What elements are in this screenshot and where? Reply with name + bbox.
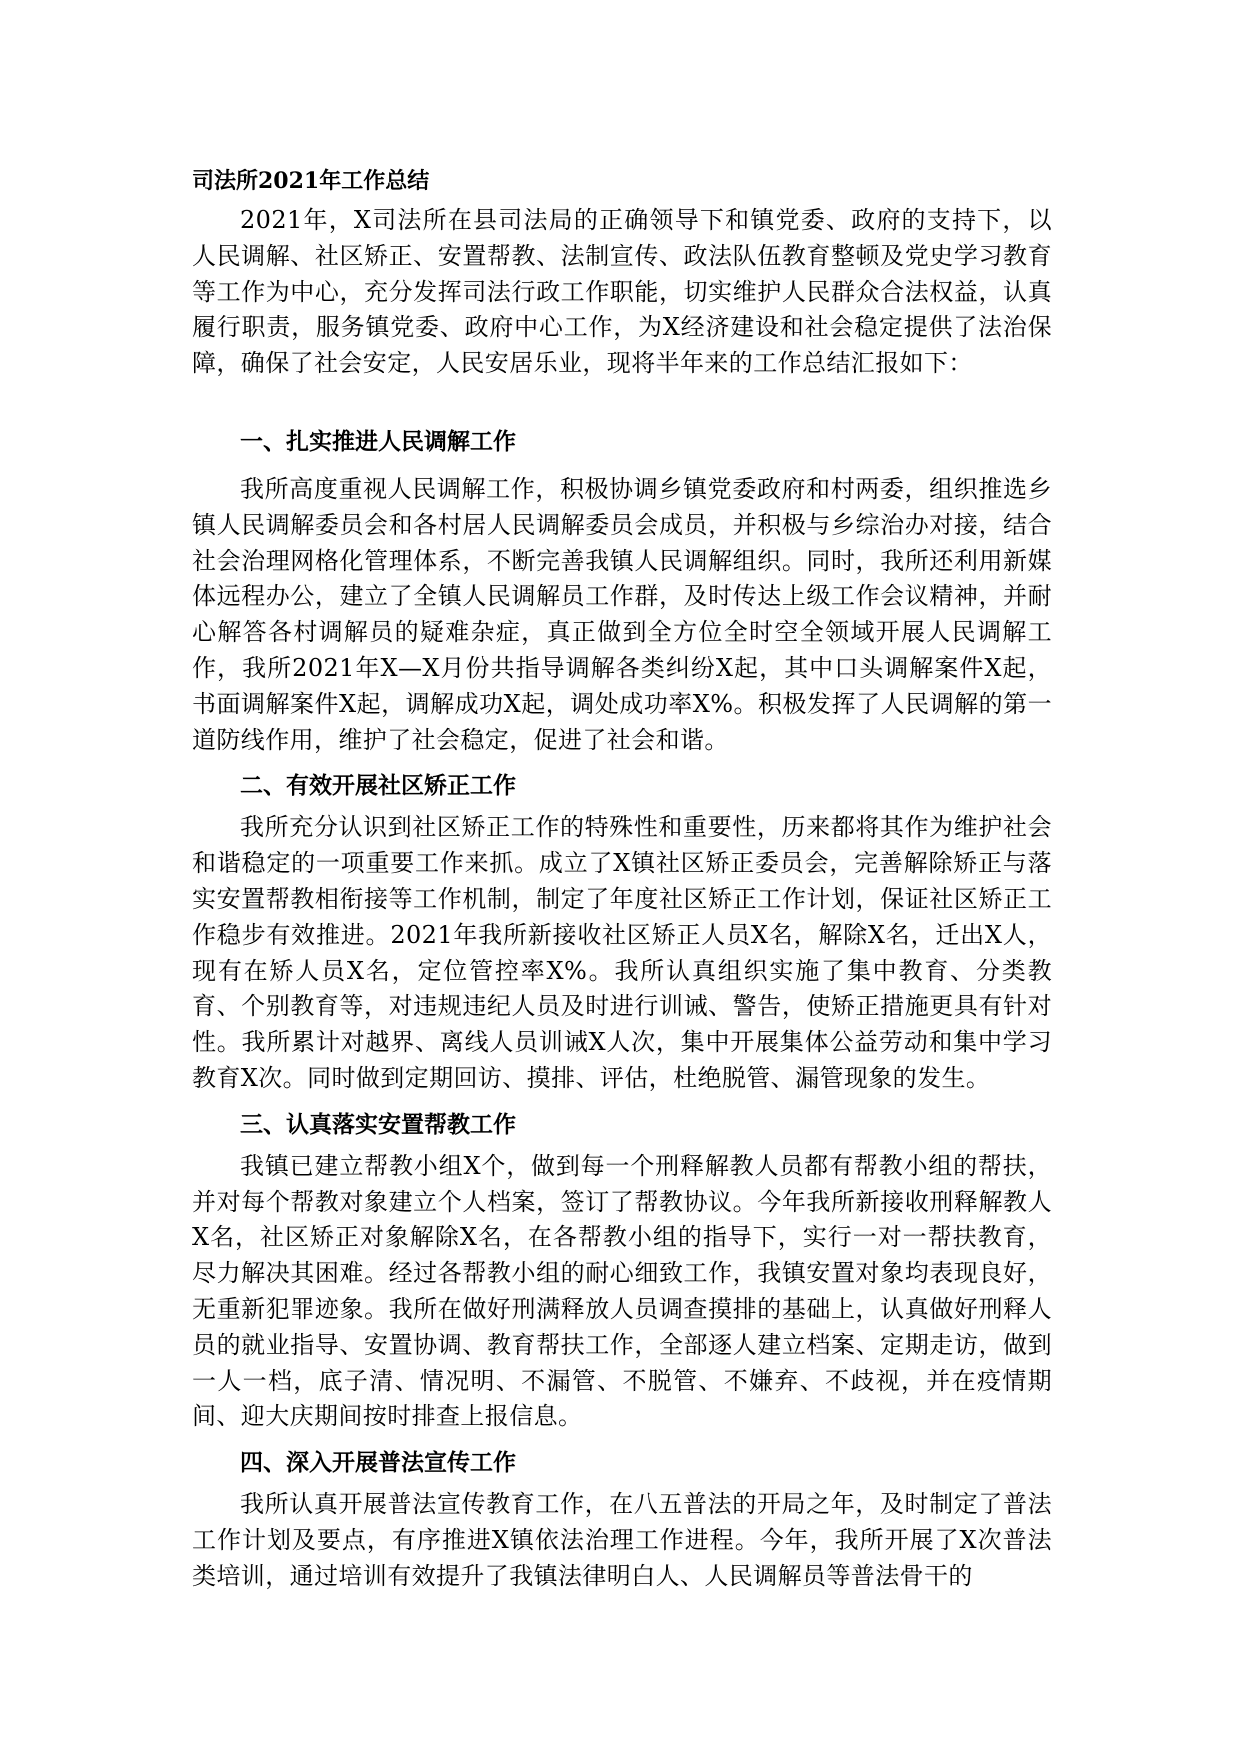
intro-paragraph: 2021年，X司法所在县司法局的正确领导下和镇党委、政府的支持下，以人民调解、社区矫正、安置帮教、法制宣传、政法队伍教育整顿及党史学习教育等工作为中心，充分发挥司法行政工作职能，切实维护人民群众合法权益，认真履行职责，服务镇党委、政府中心工作，为X经济建设和社会稳定提供了法治保障，确保了社会安定，人民安居乐业，现将半年来的工作总结汇报如下： xyxy=(192,206,1052,378)
section-legal-publicity xyxy=(192,1445,1052,1594)
section-body: 我所认真开展普法宣传教育工作，在八五普法的开局之年，及时制定了普法工作计划及要点，有序推进X镇依法治理工作进程。今年，我所开展了X次普法类培训，通过培训有效提升了我镇法律明白人、人民调解员等普法骨干的 xyxy=(192,1490,1052,1590)
section-heading: 一、扎实推进人民调解工作 xyxy=(240,427,516,455)
section-heading: 二、有效开展社区矫正工作 xyxy=(240,772,516,800)
section-community-correction xyxy=(192,768,1052,1096)
section-body: 我所充分认识到社区矫正工作的特殊性和重要性，历来都将其作为维护社会和谐稳定的一项重要工作来抓。成立了X镇社区矫正委员会，完善解除矫正与落实安置帮教相衔接等工作机制，制定了年度社区矫正工作计划，保证社区矫正工作稳步有效推进。2021年我所新接收社区矫正人员X名，解除X名，迁出X人，现有在矫人员X名，定位管控率X%。我所认真组织实施了集中教育、分类教育、个别教育等，对违规违纪人员及时进行训诫、警告，使矫正措施更具有针对性。我所累计对越界、离线人员训诫X人次，集中开展集体公益劳动和集中学习教育X次。同时做到定期回访、摸排、评估，杜绝脱管、漏管现象的发生。 xyxy=(192,813,1052,1092)
section-resettlement-assistance xyxy=(192,1107,1052,1435)
section-people-mediation xyxy=(192,424,1052,758)
section-heading: 三、认真落实安置帮教工作 xyxy=(240,1110,516,1138)
document-page xyxy=(192,163,1052,1605)
section-body: 我所高度重视人民调解工作，积极协调乡镇党委政府和村两委，组织推选乡镇人民调解委员会和各村居人民调解委员会成员，并积极与乡综治办对接，结合社会治理网格化管理体系，不断完善我镇人民调解组织。同时，我所还利用新媒体远程办公，建立了全镇人民调解员工作群，及时传达上级工作会议精神，并耐心解答各村调解员的疑难杂症，真正做到全方位全时空全领域开展人民调解工作，我所2021年X—X月份共指导调解各类纠纷X起，其中口头调解案件X起，书面调解案件X起，调解成功X起，调处成功率X%。积极发挥了人民调解的第一道防线作用，维护了社会稳定，促进了社会和谐。 xyxy=(192,474,1052,754)
document-title: 司法所2021年工作总结 xyxy=(192,168,430,194)
section-heading: 四、深入开展普法宣传工作 xyxy=(240,1449,516,1477)
section-body: 我镇已建立帮教小组X个，做到每一个刑释解教人员都有帮教小组的帮扶，并对每个帮教对象建立个人档案，签订了帮教协议。今年我所新接收刑释解教人X名，社区矫正对象解除X名，在各帮教小组的指导下，实行一对一帮扶教育，尽力解决其困难。经过各帮教小组的耐心细致工作，我镇安置对象均表现良好，无重新犯罪迹象。我所在做好刑满释放人员调查摸排的基础上，认真做好刑释人员的就业指导、安置协调、教育帮扶工作，全部逐人建立档案、定期走访，做到一人一档，底子清、情况明、不漏管、不脱管、不嫌弃、不歧视，并在疫情期间、迎大庆期间按时排查上报信息。 xyxy=(192,1151,1052,1431)
